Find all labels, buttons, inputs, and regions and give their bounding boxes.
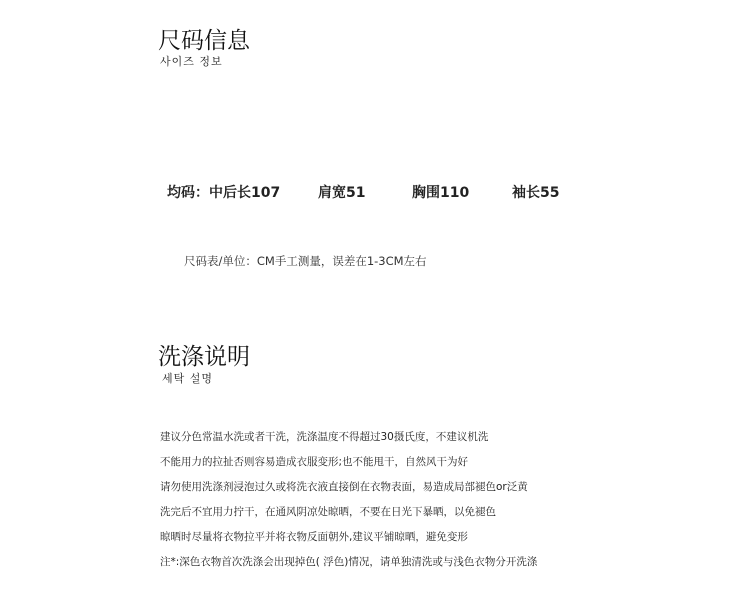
care-line: 注*:深色衣物首次洗涤会出现掉色( 浮色)情况，请单独清洗或与浅色衣物分开洗涤 (160, 556, 538, 568)
measure-sleeve: 袖长55 (512, 185, 560, 201)
care-line: 建议分色常温水洗或者干洗，洗涤温度不得超过30摄氏度，不建议机洗 (160, 431, 489, 443)
care-line: 洗完后不宜用力拧干，在通风阴凉处晾晒，不要在日光下暴晒，以免褪色 (160, 506, 496, 518)
size-section-subtitle: 사이즈 정보 (160, 55, 223, 68)
measure-length: 均码：中后长107 (167, 185, 281, 201)
unit-note: 尺码表/单位：CM手工测量，误差在1-3CM左右 (184, 254, 427, 268)
care-line: 不能用力的拉扯否则容易造成衣服变形;也不能甩干，自然风干为好 (160, 456, 469, 468)
size-section-title: 尺码信息 (158, 28, 250, 54)
care-line: 晾晒时尽量将衣物拉平并将衣物反面朝外,建议平铺晾晒，避免变形 (160, 531, 468, 543)
care-line: 请勿使用洗涤剂浸泡过久或将洗衣液直接倒在衣物表面，易造成局部褪色or泛黄 (160, 481, 528, 493)
measure-shoulder: 肩宽51 (318, 185, 366, 201)
measure-chest: 胸围110 (412, 185, 470, 201)
care-section-subtitle: 세탁 설명 (162, 372, 214, 385)
care-section-title: 洗涤说明 (158, 344, 250, 370)
